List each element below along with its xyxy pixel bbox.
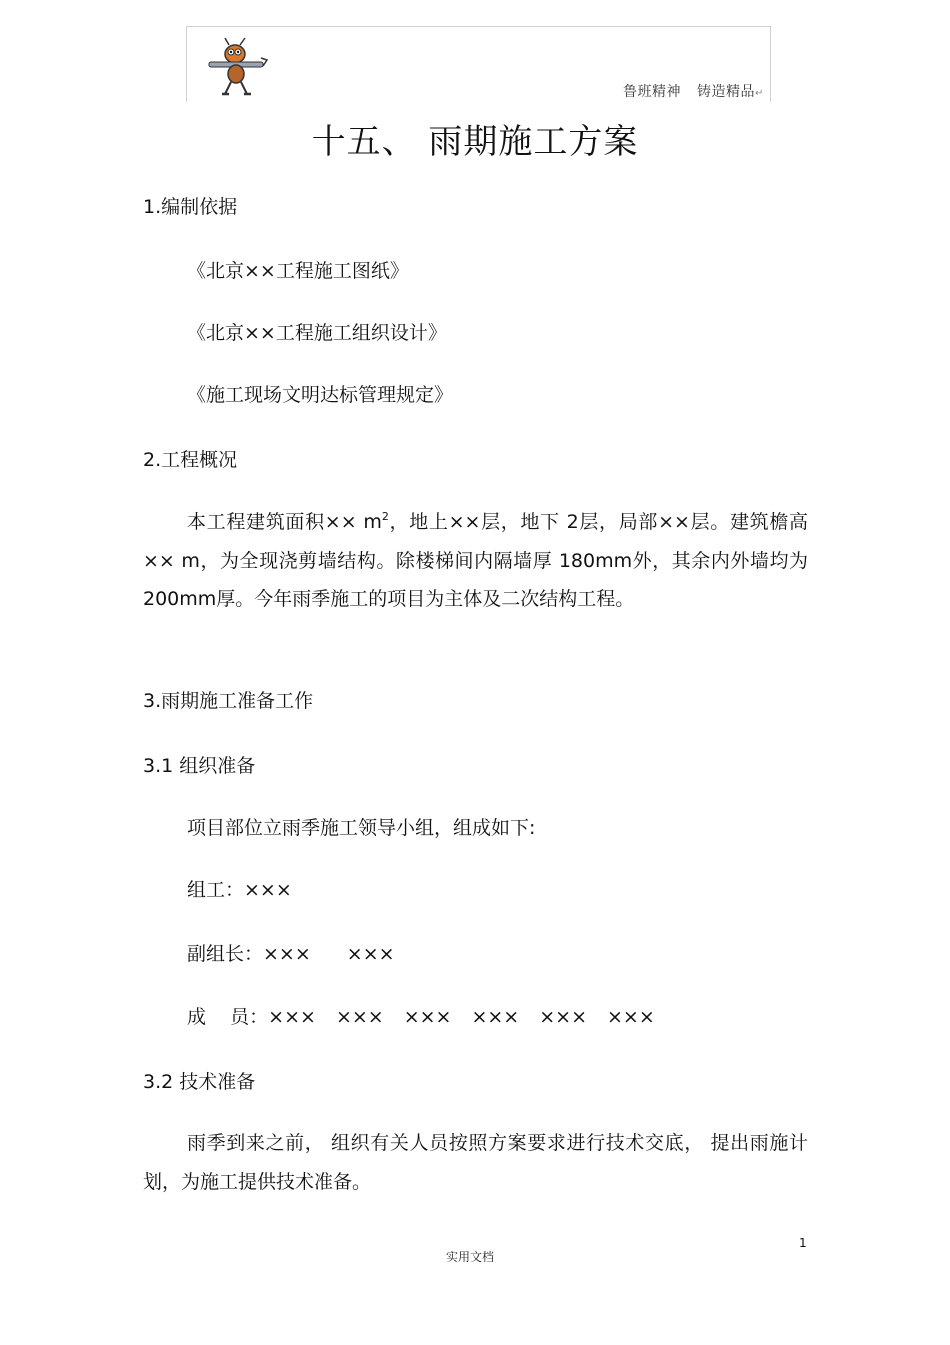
tech-prep-paragraph: 雨季到来之前， 组织有关人员按照方案要求进行技术交底， 提出雨施计划，为施工提供技术准备。 <box>143 1132 808 1193</box>
team-members <box>187 1002 675 1029</box>
section-3-1-heading: 3.1 组织准备 <box>143 755 256 777</box>
header-motto <box>623 81 764 101</box>
deputy-name-2: ××× <box>346 943 395 965</box>
reference-item-3: 《施工现场文明达标管理规定》 <box>187 384 454 406</box>
deputy-label: 副组长： <box>187 943 264 965</box>
motto-left: 鲁班精神 <box>623 84 681 100</box>
member-name: ××× <box>539 1006 587 1028</box>
deputy-name-1: ××× <box>263 943 311 965</box>
members-label: 成 员： <box>187 1006 269 1028</box>
section-1-heading: 1.编制依据 <box>143 196 238 218</box>
member-name: ××× <box>403 1006 452 1028</box>
superscript-2: 2 <box>381 510 389 523</box>
overview-text-a: 本工程建筑面积×× m <box>187 511 382 533</box>
motto-right: 铸造精品 <box>697 84 755 100</box>
reference-item-2: 《北京××工程施工组织设计》 <box>187 322 447 344</box>
overview-text-b: ，地上××层，地下 2层，局部××层。建筑檐高×× m，为全现浇剪墙结构。除楼梯间内隔墙厚 180mm外，其余内外墙均为 200mm厚。今年雨季施工的项目为主体及二次结构工程。 <box>143 511 809 610</box>
ant-mascot-logo <box>205 36 269 100</box>
footer-text: 实用文档 <box>445 1250 494 1264</box>
project-overview-paragraph <box>143 503 808 619</box>
member-name: ××× <box>335 1006 384 1028</box>
paragraph-mark: ↵ <box>755 88 764 99</box>
team-leader: 组工：××× <box>187 879 292 901</box>
team-deputy <box>187 939 395 966</box>
member-name: ××× <box>607 1006 655 1028</box>
document-title: 十五、 雨期施工方案 <box>311 122 639 162</box>
member-name: ××× <box>471 1006 520 1028</box>
section-2-heading: 2.工程概况 <box>143 449 238 471</box>
section-3-heading: 3.雨期施工准备工作 <box>143 690 314 712</box>
team-intro: 项目部位立雨季施工领导小组，组成如下: <box>187 817 536 839</box>
page-number: 1 <box>799 1236 807 1250</box>
section-3-2-heading: 3.2 技术准备 <box>143 1071 256 1093</box>
member-name: ××× <box>268 1006 316 1028</box>
reference-item-1: 《北京××工程施工图纸》 <box>187 260 409 282</box>
